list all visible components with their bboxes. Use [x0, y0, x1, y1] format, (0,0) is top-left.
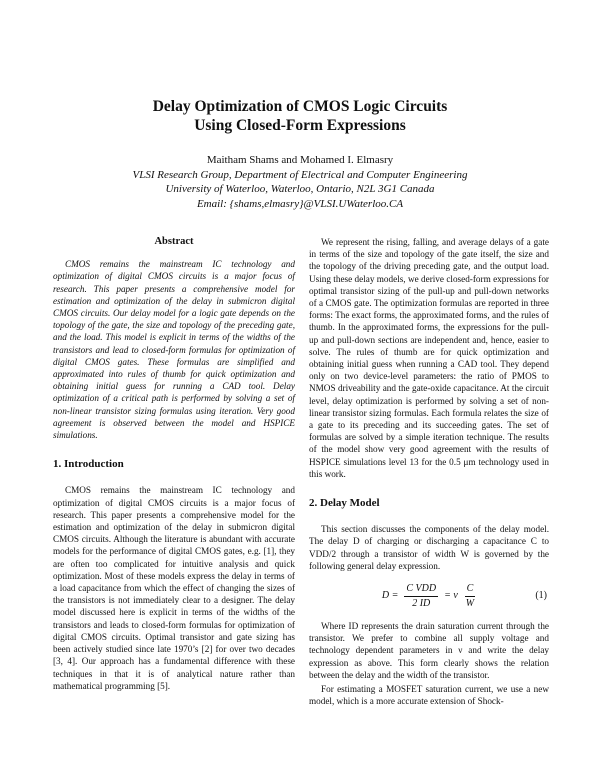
section-heading-introduction: 1. Introduction	[53, 458, 124, 471]
intro-paragraph: CMOS remains the mainstream IC technology and optimization of digital CMOS circuits is a major focus of research. This paper presents a comprehensive model for the estimation and optimization of the delay in submicron digital CMOS circuits. Although the literature is abundant with accurate models for the performance of digital CMOS gates, e.g. [1], they are often too complicated for intuitive analysis and quick optimization. Most of these models express the delay in terms of a load capacitance from which the effect of changing the sizes of the transistors is not immediately clear to a designer. The delay model discussed here is explicit in terms of the widths of the transistors and leads to closed-form formulas for optimization of digital CMOS circuits. Optimal transistor and gate sizing has been actively studied since late 1970’s [2] for over two decades [3, 4]. Our approach has a fundamental difference with these techniques in that it is of analytical nature rather than mathematical programming [5].	[53, 485, 295, 691]
intro-paragraph-continued: We represent the rising, falling, and average delays of a gate in terms of the size and topology of the gate itself, the size and the topology of the driving preceding gate, and the output load. Using these delay models, we derive closed-form expressions for optimal transistor sizing of the pull-up and pull-down networks of a CMOS gate. The optimization formulas are reported in three forms: The exact forms, the approximated forms, and the rules of thumb. In the approximated forms, the expressions for the pull-up and pull-down sections are independent and, hence, easier to solve. The rules of thumb are for quick optimization and obtaining initial guess when running a CAD tool. They depend only on two device-level parameters: the ratio of PMOS to NMOS driveability and the gate-oxide capacitance. At the circuit level, delay optimization is performed by solving a set of non-linear transistor sizing formulas. Each formula relates the size of a gate to its preceding and its succeeding gates. The set of formulas are solved by a simple iteration technique. The results of the model show very good agreement with the results of HSPICE simulations level 13 for the 0.5 μm technology used in this work.	[309, 237, 549, 479]
abstract-heading: Abstract	[154, 236, 194, 247]
delay-paragraph-3: For estimating a MOSFET saturation current, we use a new model, which is a more accurate extension of Shock-	[309, 684, 549, 707]
equation-lhs: D =	[381, 589, 399, 601]
author-email: Email: {shams,elmasry}@VLSI.UWaterloo.CA	[196, 197, 404, 210]
equation-1	[309, 580, 549, 612]
fraction-2-denominator: W	[465, 597, 475, 609]
paper-title	[0, 97, 600, 135]
affiliation-line-2: University of Waterloo, Waterloo, Ontario, N2L 3G1 Canada	[165, 183, 435, 196]
equation-middle: = ν	[444, 589, 458, 601]
right-column	[309, 236, 549, 710]
fraction-1-denominator: 2 ID	[412, 597, 431, 609]
section-heading-delay-model: 2. Delay Model	[309, 497, 380, 510]
title-line-2: Using Closed-Form Expressions	[194, 117, 406, 134]
left-column	[53, 236, 295, 694]
fraction-2-numerator: C	[465, 583, 476, 597]
title-line-1: Delay Optimization of CMOS Logic Circuits	[152, 98, 448, 115]
equation-fraction-2	[464, 583, 476, 610]
delay-paragraph-1: This section discusses the components of the delay model. The delay D of charging or discharging a capacitance C to VDD/2 through a transistor of width W is governed by the following general delay expression.	[309, 524, 549, 571]
equation-number: (1)	[535, 589, 547, 601]
author-block	[0, 153, 600, 211]
affiliation-line-1: VLSI Research Group, Department of Electrical and Computer Engineering	[132, 168, 468, 181]
author-names: Maitham Shams and Mohamed I. Elmasry	[206, 154, 394, 166]
fraction-1-numerator: C VDD	[404, 583, 438, 597]
delay-paragraph-2: Where ID represents the drain saturation current through the transistor. We prefer to combine all supply voltage and technology dependent parameters in ν and write the delay expression as above. This form clearly shows the relation between the delay and the width of the transistor.	[309, 621, 549, 680]
abstract-text: CMOS remains the mainstream IC technology and optimization of digital CMOS circuits is a major focus of research. This paper presents a comprehensive model for estimation and optimization of the delay in submicron digital CMOS circuits. Our delay model for a logic gate depends on the topology of the gate, the size and topology of the preceding gate, and the load. This model is explicit in terms of the widths of the transistors and lead to closed-form formulas for optimization of digital CMOS gates. These formulas are simplified and approximated into rules of thumb for quick optimization and obtaining initial guess for running a CAD tool. Delay optimization of a critical path is performed by solving a set of non-linear transistor sizing formulas using iteration. Very good agreement is observed between the model and HSPICE simulations.	[53, 259, 295, 441]
equation-fraction-1	[404, 583, 438, 610]
